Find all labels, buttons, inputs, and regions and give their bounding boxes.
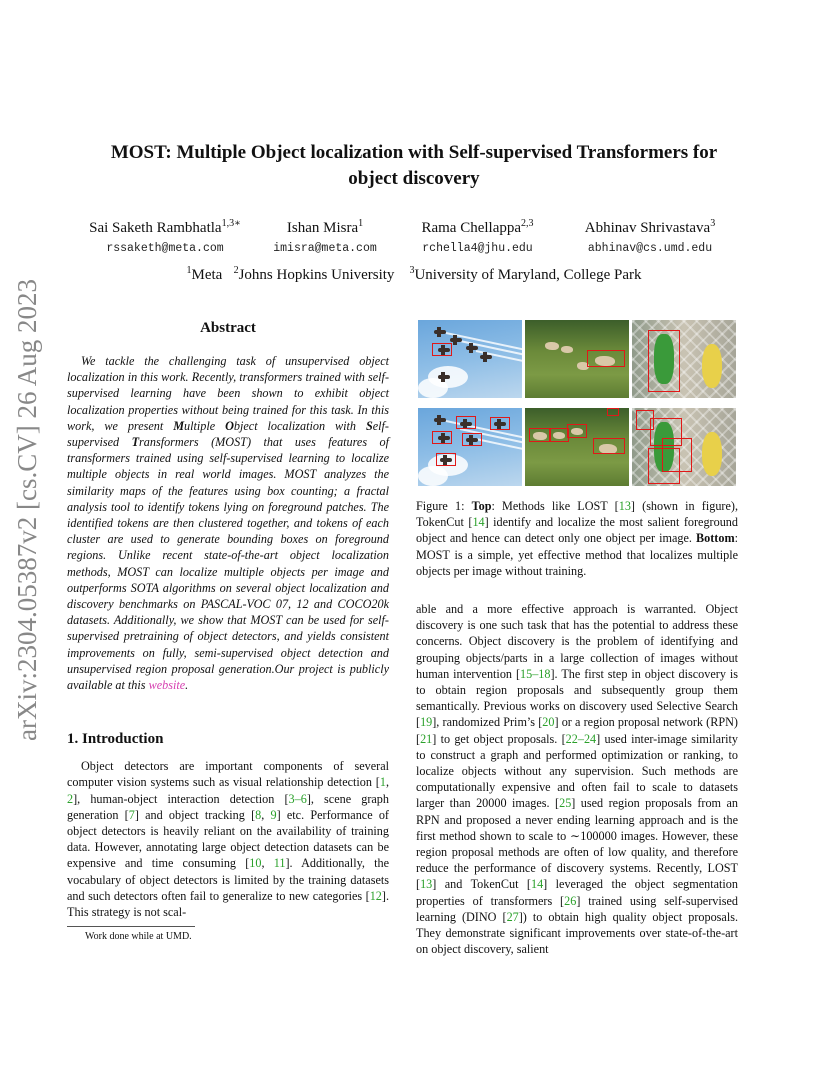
citation-link[interactable]: 21	[420, 731, 433, 746]
figure-panel-animals-bottom	[525, 408, 629, 486]
citation-link[interactable]: 13	[618, 499, 631, 513]
citation-link[interactable]: 27	[506, 909, 519, 924]
author-2: Ishan Misra$^1$ imisra@meta.com	[265, 218, 385, 255]
figure-1-caption: Figure 1: Top: Methods like LOST [13] (shown in figure), TokenCut [14] identify and localize the most salient foreground object and hence can detect only one object per image. Bottom: MOST is a simple, yet effective method that localizes multiple objects per image without training.	[416, 499, 738, 578]
citation-link[interactable]: 14	[530, 877, 544, 892]
author-email[interactable]: imisra@meta.com	[273, 242, 377, 255]
author-3: Rama Chellappa$^{2,3}$ rchella4@jhu.edu	[405, 218, 550, 255]
project-website-link[interactable]: website	[148, 678, 186, 693]
bounding-box	[432, 431, 452, 444]
author-4: Abhinav Shrivastava$^3$ abhinav@cs.umd.edu	[565, 218, 735, 255]
bounding-box	[529, 428, 551, 442]
citation-link[interactable]: 25	[559, 796, 572, 811]
affiliations: $^1$Meta $^2$Johns Hopkins University $^3$University of Maryland, College Park	[186, 265, 642, 283]
citation-link[interactable]: 1	[379, 775, 386, 790]
intro-heading: 1. Introduction	[67, 731, 164, 748]
bounding-box	[593, 438, 625, 454]
citation-link[interactable]: 3–6	[288, 791, 307, 806]
bounding-box	[648, 330, 680, 392]
citation-link[interactable]: 20	[542, 715, 555, 730]
abstract-text: We tackle the challenging task of unsupervised object localization in this work. Recently, transformers trained with self-supervised learning have been shown to exhibit object localization properties without being trained for this task. In this work, we present Multiple Object localization with Self-supervised Transformers (MOST) that uses features of transformers trained using self-supervised learning to localize multiple objects in real world images. MOST analyzes the similarity maps of the features using box counting; a fractal analysis tool to identify tokens lying on foreground patches. The identified tokens are then clustered together, and tokens of each cluster are used to generate bounding boxes on foreground regions. Unlike recent state-of-the-art object localization methods, MOST can localize multiple objects per image and outperforms SOTA algorithms on several object localization and discovery benchmarks on PASCAL-VOC 07, 12 and COCO20k datasets. Additionally, we show that MOST can be used for self-supervised pretraining of object detectors, and yields consistent improvements on fully, semi-supervised object detection and unsupervised region proposal generation.Our project is publicly available at this website.	[67, 354, 390, 693]
bounding-box	[567, 424, 587, 438]
footnote: Work done while at UMD.	[85, 931, 192, 943]
citation-link[interactable]: 7	[128, 807, 135, 822]
bounding-box	[549, 428, 569, 442]
citation-link[interactable]: 9	[270, 807, 277, 822]
right-body-paragraph: able and a more effective approach is warranted. Object discovery is one such task that has the potential to address these concerns. Object discovery is the problem of identifying and grouping objects/parts in a large collection of images without human intervention [15–18]. The first step in object discovery is to obtain region proposals and subsequently group them semantically. Previous works on discovery used Selective Search [19], randomized Prim’s [20] or a region proposal network (RPN) [21] to get object proposals. [22–24] used inter-image similarity to construct a graph and performed optimization or ranking, to localize objects without any supervision. Such methods are computationally expensive and often fail to scale to datasets larger than 20000 images. [25] used region proposals from an RPN and proposed a never ending learning approach and is the first method shown to scale to ∼100000 images. However, these region proposal methods are often of low quality, and therefore reduce the performance of discovery systems. Recently, LOST [13] and TokenCut [14] leveraged the object segmentation properties of transformers [26] trained using self-supervised learning (DINO [27]) to obtain high quality object proposals. They demonstrate significant improvements over state-of-the-art on object discovery, salient	[416, 602, 738, 957]
right-body	[416, 601, 738, 957]
citation-link[interactable]: 11	[273, 856, 286, 871]
figure-panel-airplanes-bottom	[418, 408, 522, 486]
author-email[interactable]: rchella4@jhu.edu	[422, 242, 533, 255]
bounding-box	[456, 416, 476, 429]
citation-link[interactable]: 8	[255, 807, 262, 822]
bounding-box	[462, 433, 482, 446]
citation-link[interactable]: 2	[67, 791, 74, 806]
author-email[interactable]: abhinav@cs.umd.edu	[587, 242, 713, 255]
bounding-box	[587, 350, 625, 367]
citation-link[interactable]: 14	[472, 515, 485, 530]
citation-link[interactable]: 15–18	[520, 666, 551, 681]
intro-paragraph: Object detectors are important components of several computer vision systems such as visual relationship detection [1, 2], human-object interaction detection [3–6], scene graph generation [7] and object tracking [8, 9] etc. Performance of object detectors is heavily reliant on the availability of training data. However, annotating large object detection datasets can be expensive and time consuming [10, 11]. Additionally, the vocabulary of object detectors is limited by the training datasets and such detectors often fail to generalize to new categories [12]. This strategy is not scal-	[67, 759, 390, 920]
author-email[interactable]: rssaketh@meta.com	[106, 242, 224, 255]
right-column	[416, 320, 738, 957]
citation-link[interactable]: 26	[564, 893, 577, 908]
figure-panel-animals-top	[525, 320, 629, 398]
bounding-box	[432, 343, 452, 356]
bounding-box	[607, 408, 619, 416]
author-1: Sai Saketh Rambhatla$^{1,3∗}$ rssaketh@meta.com	[75, 218, 255, 255]
bounding-box	[648, 448, 680, 484]
figure-panel-parrots-top	[632, 320, 736, 398]
figure-panel-airplanes-top	[418, 320, 522, 398]
figure-1	[418, 320, 738, 486]
paper-title: MOST: Multiple Object localization with Self-supervised Transformers for object discovery	[110, 142, 718, 189]
footnote-divider	[67, 926, 195, 927]
left-column	[67, 320, 389, 942]
citation-link[interactable]: 22–24	[565, 731, 597, 746]
citation-link[interactable]: 12	[369, 888, 382, 903]
bounding-box	[490, 417, 510, 430]
citation-link[interactable]: 13	[420, 877, 433, 892]
bounding-box	[436, 453, 456, 466]
figure-panel-parrots-bottom	[632, 408, 736, 486]
arxiv-stamp: arXiv:2304.05387v2 [cs.CV] 26 Aug 2023	[12, 279, 42, 741]
citation-link[interactable]: 19	[420, 715, 433, 730]
abstract-heading: Abstract	[200, 320, 256, 336]
citation-link[interactable]: 10	[249, 856, 262, 871]
